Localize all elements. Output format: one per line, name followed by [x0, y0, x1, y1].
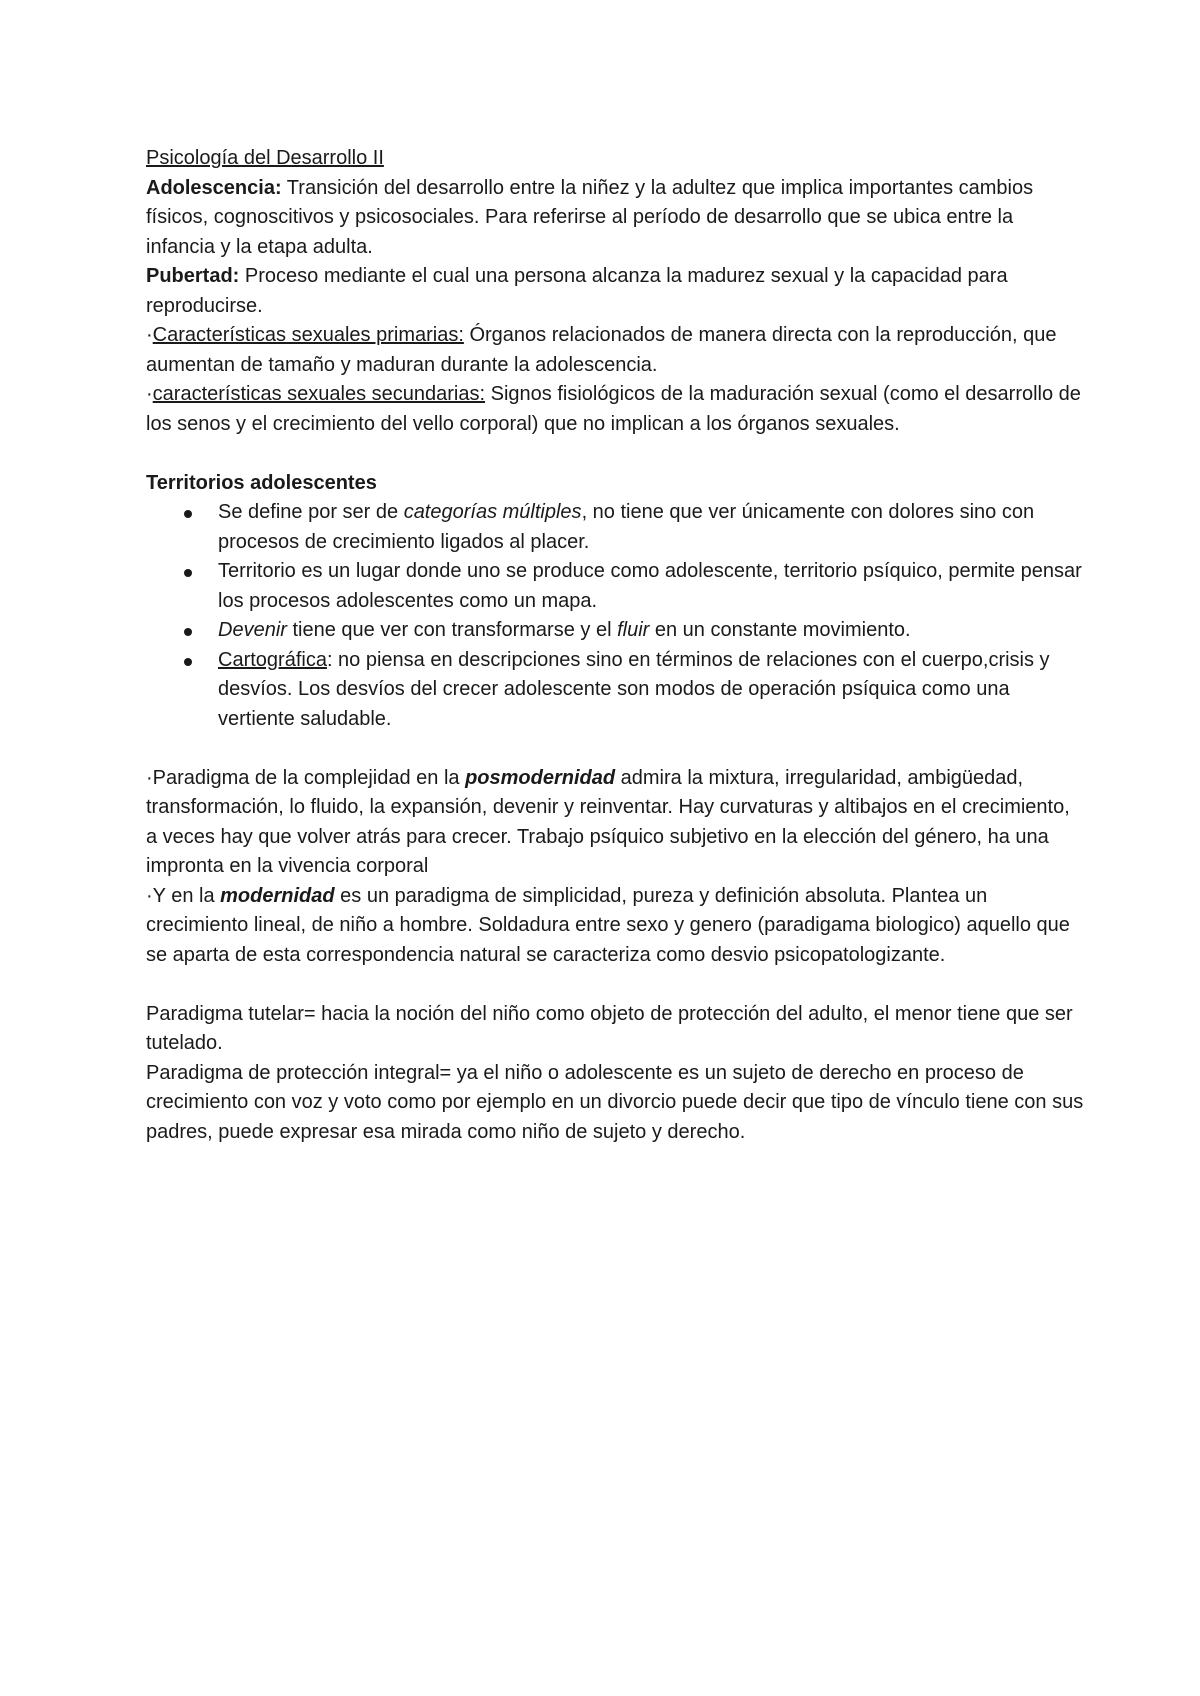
modernidad-b: es un paradigma de simplicidad, pureza y definición absoluta. Plantea un crecimiento lineal, de niño a hombre. Soldadura entre sexo y genero (paradigama biologico) aquello que se aparta de esta correspondencia natural se caracteriza como desvio psicopatologizante.	[146, 884, 1070, 966]
document-page	[146, 144, 1086, 1147]
spacer	[146, 970, 1086, 1000]
b1-b: , no tiene que ver únicamente con dolores sino con procesos de crecimiento ligados al placer.	[218, 501, 1035, 553]
b3-a: tiene que ver con transformarse y el	[286, 619, 618, 641]
posmodernidad-b: admira la mixtura, irregularidad, ambigüedad, transformación, lo fluido, la expansión, devenir y reinventar. Hay curvaturas y altibajos en el crecimiento, a veces hay que volver atrás para crecer. Trabajo psíquico subjetivo en la elección del género, ha una impronta en la vivencia corporal	[146, 766, 1070, 877]
term-pubertad: Pubertad:	[146, 265, 240, 287]
modernidad-a: ·Y en la	[146, 884, 221, 907]
document-title	[146, 144, 1086, 174]
bullet-icon	[184, 510, 192, 518]
spacer	[146, 439, 1086, 469]
document-title-text: Psicología del Desarrollo II	[146, 147, 384, 169]
text-secundarias: Signos fisiológicos de la maduración sexual (como el desarrollo de los senos y el crecimiento del vello corporal) que no implican a los órganos sexuales.	[146, 383, 1081, 435]
list-item	[146, 616, 1086, 646]
definition-pubertad	[146, 262, 1086, 321]
b3-em2: fluir	[617, 619, 650, 641]
section-heading-territorios: Territorios adolescentes	[146, 471, 377, 494]
prefix-secundarias: ·	[146, 383, 153, 405]
b1-em: categorías múltiples	[403, 501, 582, 523]
bullet-icon	[184, 628, 192, 636]
paragraph-tutelar: Paradigma tutelar= hacia la noción del niño como objeto de protección del adulto, el menor tiene que ser tutelado.	[146, 1002, 1073, 1054]
prefix-primarias: ·	[146, 324, 153, 346]
posmodernidad-a: ·Paradigma de la complejidad en la	[146, 766, 466, 789]
text-pubertad: Proceso mediante el cual una persona alcanza la madurez sexual y la capacidad para reproducirse.	[146, 265, 1008, 317]
b4-term: Cartográfica	[218, 648, 327, 671]
term-secundarias: características sexuales secundarias:	[152, 383, 486, 405]
b1-a: Se define por ser de	[218, 501, 404, 523]
bullet-icon	[184, 569, 192, 577]
paragraph-posmodernidad	[146, 764, 1086, 882]
definition-adolescencia	[146, 174, 1086, 263]
paragraph-modernidad	[146, 882, 1086, 971]
spacer	[146, 734, 1086, 764]
bullet-icon	[184, 658, 192, 666]
b3-b: en un constante movimiento.	[649, 619, 911, 641]
text-adolescencia: Transición del desarrollo entre la niñez y la adultez que implica importantes cambios físicos, cognoscitivos y psicosociales. Para referirse al período de desarrollo que se ubica entre la infancia y la etapa adulta.	[146, 176, 1034, 258]
term-adolescencia: Adolescencia:	[146, 176, 282, 199]
paragraph-integral: Paradigma de protección integral= ya el niño o adolescente es un sujeto de derecho en proceso de crecimiento con voz y voto como por ejemplo en un divorcio puede decir que tipo de vínculo tiene con sus padres, puede expresar esa mirada como niño de sujeto y derecho.	[146, 1061, 1084, 1143]
definition-secundarias	[146, 380, 1086, 439]
list-item	[146, 646, 1086, 735]
b4-text: : no piensa en descripciones sino en términos de relaciones con el cuerpo,crisis y desvíos. Los desvíos del crecer adolescente son modos de operación psíquica como una vertiente saludable.	[218, 648, 1050, 730]
list-item	[146, 557, 1086, 616]
b2-text: Territorio es un lugar donde uno se produce como adolescente, territorio psíquico, permite pensar los procesos adolescentes como un mapa.	[218, 560, 1082, 612]
modernidad-em: modernidad	[220, 884, 335, 907]
posmodernidad-em: posmodernidad	[465, 766, 616, 789]
list-item	[146, 498, 1086, 557]
territorios-list	[146, 498, 1086, 734]
text-primarias: Órganos relacionados de manera directa con la reproducción, que aumentan de tamaño y maduran durante la adolescencia.	[146, 324, 1057, 376]
term-primarias: Características sexuales primarias:	[152, 324, 464, 346]
b3-em1: Devenir	[218, 619, 287, 641]
definition-primarias	[146, 321, 1086, 380]
